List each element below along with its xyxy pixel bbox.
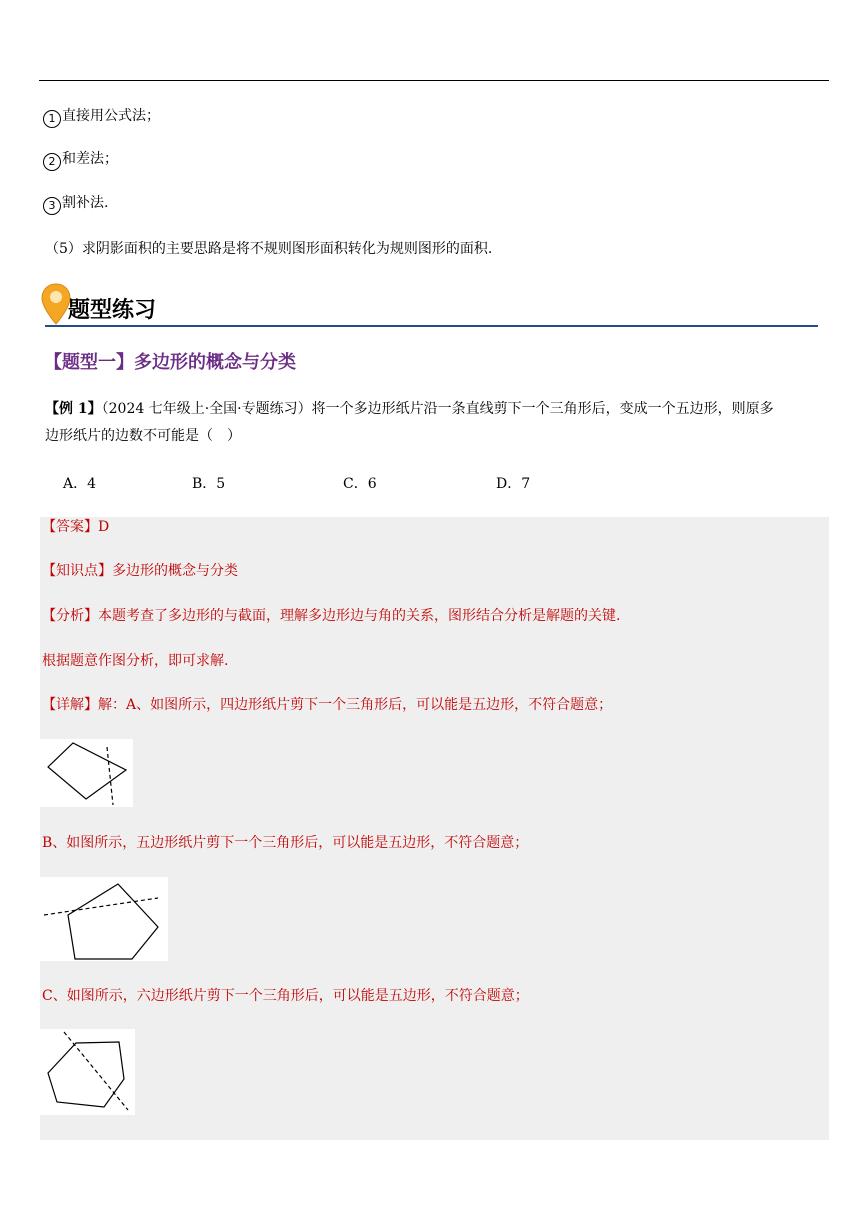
detail-a: 【详解】解：A、如图所示，四边形纸片剪下一个三角形后，可以能是五边形，不符合题意； <box>42 697 613 713</box>
knowledge-line: 【知识点】多边形的概念与分类 <box>42 563 238 579</box>
figure-b-pentagon <box>40 877 168 961</box>
option-c: C．6 <box>343 476 377 492</box>
section-rule <box>45 325 818 327</box>
detail-b: B、如图所示，五边形纸片剪下一个三角形后，可以能是五边形，不符合题意； <box>42 835 529 851</box>
circled-number: 1 <box>43 110 61 128</box>
method-text: 割补法. <box>62 195 109 211</box>
option-a: A．4 <box>63 476 97 492</box>
analysis-line: 【分析】本题考查了多边形的与截面，理解多边形边与角的关系，图形结合分析是解题的关键. <box>42 608 621 624</box>
example-label: 【例 1】 <box>45 401 102 417</box>
option-d: D．7 <box>496 476 531 492</box>
circled-number: 3 <box>43 197 61 215</box>
detail-c: C、如图所示，六边形纸片剪下一个三角形后，可以能是五边形，不符合题意； <box>42 988 529 1004</box>
method-item-1 <box>43 106 160 128</box>
circled-number: 2 <box>43 153 61 171</box>
method-item-2 <box>43 149 118 171</box>
section-title: 题型练习 <box>68 298 157 323</box>
method-text: 直接用公式法； <box>62 108 160 124</box>
option-b: B．5 <box>192 476 226 492</box>
example-question <box>45 396 830 450</box>
answer-line: 【答案】D <box>42 519 110 535</box>
header-rule <box>39 80 829 81</box>
type-title: 【题型一】多边形的概念与分类 <box>44 352 296 373</box>
method-item-3 <box>43 193 108 215</box>
example-line-2: 边形纸片的边数不可能是（ ） <box>45 428 241 444</box>
method-text: 和差法； <box>62 151 118 167</box>
figure-c-hexagon <box>40 1029 135 1115</box>
figure-a-quadrilateral <box>40 739 133 807</box>
note-5: （5）求阴影面积的主要思路是将不规则图形面积转化为规则图形的面积. <box>45 241 493 257</box>
example-line-1: （2024 七年级上·全国·专题练习）将一个多边形纸片沿一条直线剪下一个三角形后，变成一个五边形，则原多 <box>101 401 774 417</box>
analysis-line-2: 根据题意作图分析，即可求解. <box>42 653 229 669</box>
